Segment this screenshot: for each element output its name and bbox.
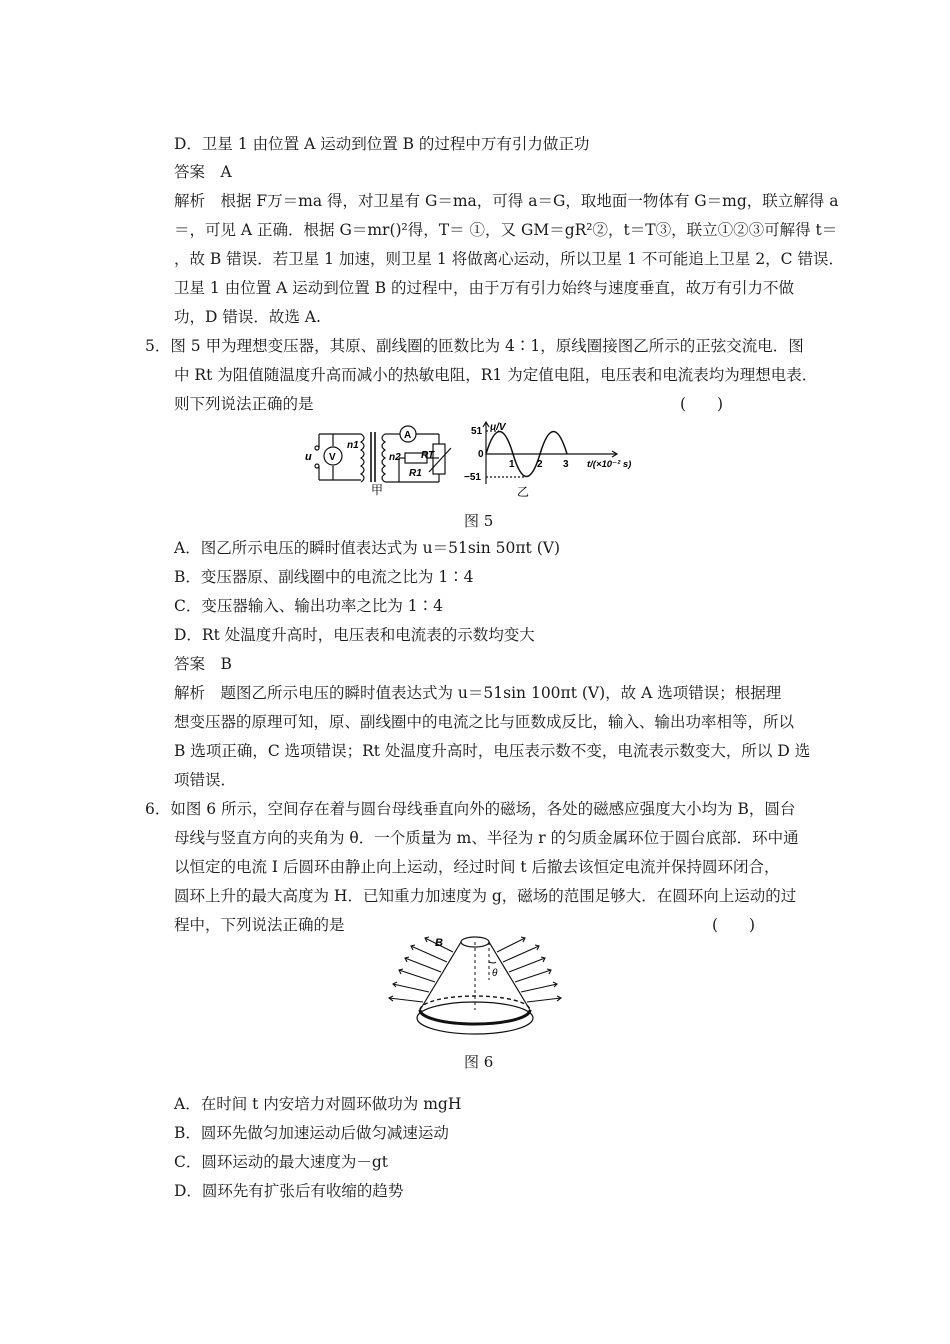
option-d-q5: D．Rt 处温度升高时，电压表和电流表的示数均变大 — [174, 626, 535, 644]
answer-q5: 答案 B — [174, 655, 232, 673]
field-arrows-right — [497, 937, 561, 1002]
option-d-q4: D．卫星 1 由位置 A 运动到位置 B 的过程中万有引力做正功 — [174, 135, 590, 153]
label-n1: n1 — [347, 440, 359, 451]
label-r1: R1 — [409, 468, 422, 479]
option-a-q5: A．图乙所示电压的瞬时值表达式为 u＝51sin 50πt (V) — [174, 539, 561, 557]
y-min-label: −51 — [464, 472, 481, 483]
analysis-q4-line5: 功，D 错误．故选 A. — [174, 308, 321, 326]
question-6-line3: 以恒定的电流 I 后圆环由静止向上运动，经过时间 t 后撤去该恒定电流并保持圆环闭合， — [174, 858, 780, 876]
question-6-line5: 程中，下列说法正确的是 — [174, 916, 345, 934]
option-b-q5: B．变压器原、副线圈中的电流之比为 1∶4 — [174, 568, 474, 586]
question-6-line4: 圆环上升的最大高度为 H．已知重力加速度为 g，磁场的范围足够大．在圆环向上运动的过 — [174, 887, 797, 905]
option-c-q6: C．圆环运动的最大速度为－gt — [174, 1153, 389, 1171]
secondary-coil — [382, 434, 385, 482]
analysis-q4-line1: 解析 根据 F万＝ma 得，对卫星有 G＝ma，可得 a＝G，取地面一物体有 G＝mg，联立解得 a — [174, 192, 839, 210]
x-tick-3: 3 — [563, 459, 569, 470]
label-n2: n2 — [389, 452, 401, 463]
analysis-q5-line1: 解析 题图乙所示电压的瞬时值表达式为 u＝51sin 100πt (V)，故 A 选项错误；根据理 — [174, 684, 782, 702]
option-b-q6: B．圆环先做匀加速运动后做匀减速运动 — [174, 1124, 449, 1142]
question-5-bracket: ( ) — [680, 395, 724, 413]
question-6-bracket: ( ) — [712, 916, 756, 934]
field-arrows-left — [389, 937, 453, 1002]
label-ammeter: A — [404, 430, 412, 441]
analysis-q5-line4: 项错误． — [174, 771, 237, 789]
analysis-q4-line4: 卫星 1 由位置 A 运动到位置 B 的过程中，由于万有引力始终与速度垂直，故万有引力不做 — [174, 279, 795, 297]
x-axis-label: t/(×10⁻² s) — [587, 459, 632, 470]
label-theta: θ — [492, 968, 498, 979]
ring-front — [420, 1010, 530, 1024]
option-d-q6: D．圆环先有扩张后有收缩的趋势 — [174, 1182, 404, 1200]
primary-coil — [361, 434, 364, 482]
y-max-label: 51 — [471, 426, 483, 437]
question-6-line2: 母线与竖直方向的夹角为 θ．一个质量为 m、半径为 r 的匀质金属环位于圆台底部．环中通 — [174, 829, 799, 847]
figure-5-caption: 图 5 — [464, 512, 494, 530]
x-tick-1: 1 — [509, 459, 515, 470]
label-rt: RT — [421, 450, 435, 461]
question-5-line1: 5．图 5 甲为理想变压器，其原、副线圈的匝数比为 4∶1，原线圈接图乙所示的正弦交流电．图 — [145, 337, 804, 355]
figure-5 — [305, 420, 655, 500]
y-zero-label: 0 — [478, 449, 484, 460]
analysis-q4-line2: ＝，可见 A 正确．根据 G＝mr()²得，T＝ ①，又 GM＝gR²②，t＝T③，联立①②③可解得 t＝ — [174, 221, 838, 239]
thermistor-rt — [433, 444, 445, 474]
answer-q4: 答案 A — [174, 163, 232, 181]
terminal-top — [315, 446, 319, 450]
analysis-q4-line3: ，故 B 错误．若卫星 1 加速，则卫星 1 将做离心运动，所以卫星 1 不可能追上卫星 2，C 错误． — [174, 250, 844, 268]
question-5-line3: 则下列说法正确的是 — [174, 395, 314, 413]
figure-6-caption: 图 6 — [464, 1053, 494, 1071]
x-tick-2: 2 — [537, 459, 543, 470]
figure-6 — [385, 930, 565, 1042]
option-a-q6: A．在时间 t 内安培力对圆环做功为 mgH — [174, 1095, 462, 1113]
label-b: B — [435, 937, 443, 949]
question-5-line2: 中 Rt 为阻值随温度升高而减小的热敏电阻，R1 为定值电阻，电压表和电流表均为理想电表． — [174, 366, 818, 384]
theta-arc — [489, 962, 496, 963]
option-c-q5: C．变压器输入、输出功率之比为 1∶4 — [174, 597, 444, 615]
analysis-q5-line3: B 选项正确，C 选项错误；Rt 处温度升高时，电压表示数不变，电流表示数变大，所以 D 选 — [174, 742, 811, 760]
terminal-bottom — [315, 464, 319, 468]
label-yi: 乙 — [517, 485, 530, 499]
label-u: u — [305, 451, 312, 463]
label-jia: 甲 — [371, 483, 384, 497]
question-6-line1: 6．如图 6 所示，空间存在着与圆台母线垂直向外的磁场，各处的磁感应强度大小均为 B，圆台 — [145, 800, 796, 818]
y-axis-label: u/V — [490, 422, 506, 433]
analysis-q5-line2: 想变压器的原理可知，原、副线圈中的电流之比与匝数成反比，输入、输出功率相等，所以 — [174, 713, 795, 731]
label-voltmeter: V — [329, 452, 336, 463]
